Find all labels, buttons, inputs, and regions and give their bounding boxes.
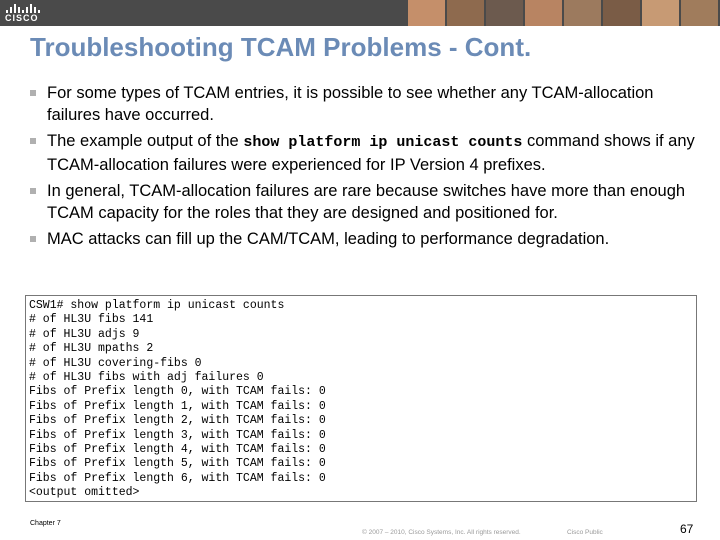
cisco-bridge-icon: [6, 3, 40, 13]
person-photo-8: [681, 0, 718, 26]
header-photo-strip: [408, 0, 718, 26]
terminal-line: # of HL3U covering-fibs 0: [29, 356, 202, 370]
terminal-line: CSW1# show platform ip unicast counts: [29, 299, 285, 312]
bullet-text: MAC attacks can fill up the CAM/TCAM, leading to performance degradation.: [47, 230, 610, 248]
chapter-label: Chapter 7: [30, 520, 61, 527]
terminal-line: # of HL3U adjs 9: [29, 327, 140, 341]
terminal-line: # of HL3U mpaths 2: [29, 342, 154, 356]
bullet-square-icon: [30, 236, 36, 242]
bullet-square-icon: [30, 90, 36, 96]
terminal-line: Fibs of Prefix length 4, with TCAM fails: 0: [29, 443, 326, 457]
slide-title: Troubleshooting TCAM Problems - Cont.: [30, 32, 532, 62]
bullet-item: [30, 82, 695, 126]
bullet-item: [30, 228, 695, 250]
bullet-square-icon: [30, 188, 36, 194]
terminal-line: Fibs of Prefix length 6, with TCAM fails: 0: [29, 471, 326, 485]
terminal-line: Fibs of Prefix length 1, with TCAM fails: 0: [29, 399, 326, 413]
bullet-list: [30, 82, 695, 254]
classification-label: Cisco Public: [567, 529, 603, 536]
page-number: 67: [680, 522, 694, 536]
bullet-item: [30, 180, 695, 224]
bullet-text: In general, TCAM-allocation failures are rare because switches have more than enough TCAM capacity for the roles that they are designed and positioned for.: [47, 182, 686, 222]
bullet-text: command shows if any TCAM-allocation failures were experienced for IP Version 4 prefixes.: [47, 132, 695, 174]
bullet-item: [30, 130, 695, 176]
terminal-line: # of HL3U fibs with adj failures 0: [29, 371, 264, 385]
person-photo-6: [603, 0, 640, 26]
terminal-output-box: [25, 295, 697, 502]
terminal-line: <output omitted>: [29, 486, 140, 500]
bullet-text: For some types of TCAM entries, it is possible to see whether any TCAM-allocation failures have occurred.: [47, 84, 654, 124]
cisco-logo-text: CISCO: [5, 13, 39, 23]
terminal-line: Fibs of Prefix length 2, with TCAM fails: 0: [29, 414, 326, 428]
person-photo-2: [447, 0, 484, 26]
person-photo-1: [408, 0, 445, 26]
person-photo-4: [525, 0, 562, 26]
terminal-line: Fibs of Prefix length 0, with TCAM fails: 0: [29, 385, 326, 399]
header-bar: [0, 0, 720, 26]
person-photo-3: [486, 0, 523, 26]
person-photo-7: [642, 0, 679, 26]
terminal-line: Fibs of Prefix length 3, with TCAM fails: 0: [29, 428, 326, 442]
copyright-text: © 2007 – 2010, Cisco Systems, Inc. All rights reserved.: [362, 529, 521, 536]
person-photo-5: [564, 0, 601, 26]
bullet-command: show platform ip unicast counts: [243, 134, 523, 151]
terminal-line: Fibs of Prefix length 5, with TCAM fails: 0: [29, 457, 326, 471]
terminal-line: # of HL3U fibs 141: [29, 313, 154, 327]
bullet-square-icon: [30, 138, 36, 144]
terminal-output: [26, 296, 696, 501]
bullet-text: The example output of the: [47, 132, 239, 150]
cisco-logo: [5, 3, 45, 23]
